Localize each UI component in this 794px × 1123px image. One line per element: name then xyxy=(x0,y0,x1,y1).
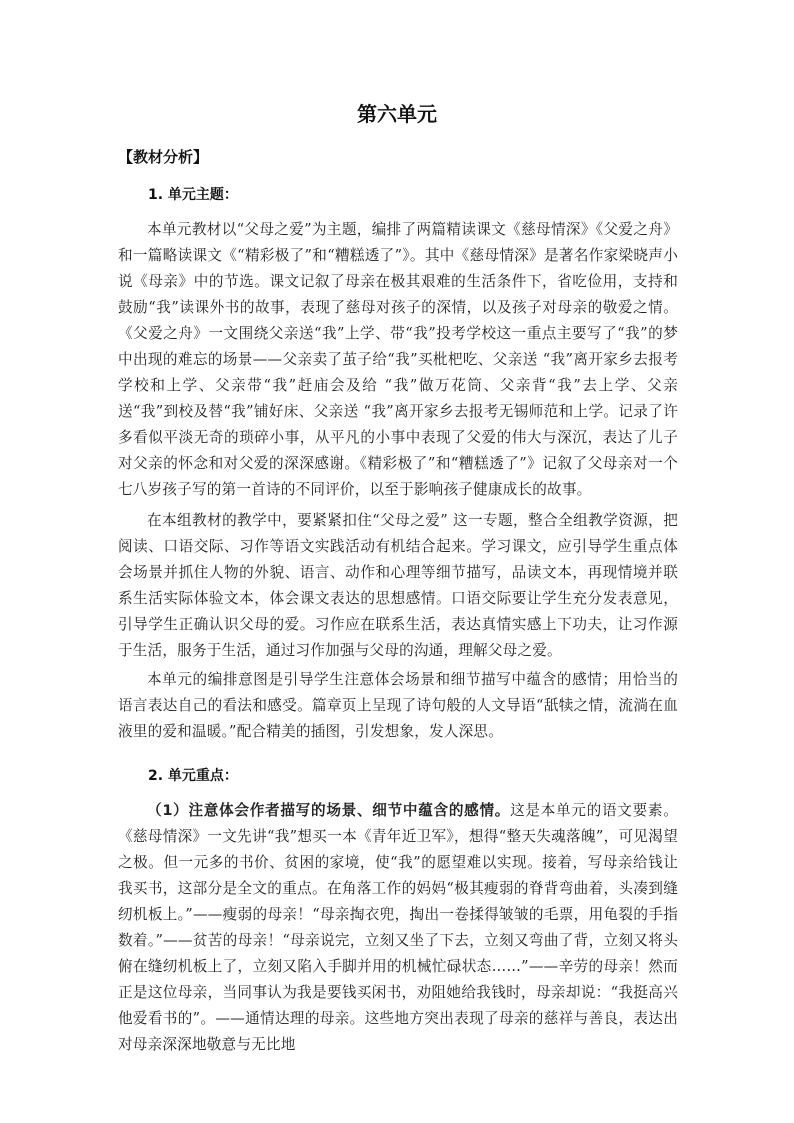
paragraph-design-intent: 本单元的编排意图是引导学生注意体会场景和细节描写中蕴含的感情；用恰当的语言表达自己的看法和感受。篇章页上呈现了诗句般的人文导语“舐犊之情，流淌在血液里的爱和温暖。”配合精美的插图，引发想象，发人深思。 xyxy=(118,671,678,740)
section-heading: 【教材分析】 xyxy=(118,148,209,166)
subheading-unit-theme: 1. 单元主题： xyxy=(148,187,238,203)
page-title: 第六单元 xyxy=(357,102,437,126)
paragraph-teaching-approach: 在本组教材的教学中，要紧紧扣住“父母之爱” 这一专题，整合全组教学资源，把阅读、口语交际、习作等语文实践活动有机结合起来。学习课文，应引导学生重点体会场景并抓住人物的外貌、语言、动作和心理等细节描写，品读文本，再现情境并联系生活实际体验文本，体会课文表达的思想感情。口语交际要让学生充分发表意见，引导学生正确认识父母的爱。习作应在联系生活，表达真情实感上下功夫，让习作源于生活，服务于生活，通过习作加强与父母的沟通，理解父母之爱。 xyxy=(118,512,678,659)
focus-point-text: 这是本单元的语文要素。《慈母情深》一文先讲“我”想买一本《青年近卫军》，想得“整天失魂落魄”，可见渴望之极。但一元多的书价、贫困的家境，使“我”的愿望难以实现。接着，写母亲给钱让我买书，这部分是全文的重点。在角落工作的妈妈“极其瘦弱的脊背弯曲着，头凑到缝纫机板上。”——瘦弱的母亲！“母亲掏衣兜，掏出一卷揉得皱皱的毛票，用龟裂的手指数着。”——贫苦的母亲！“母亲说完，立刻又坐了下去，立刻又弯曲了背，立刻又将头俯在缝纫机板上了，立刻又陷入手脚并用的机械忙碌状态……”——辛劳的母亲！然而正是这位母亲，当同事认为我是要钱买闲书，劝阻她给我钱时，母亲却说：“我挺高兴他爱看书的”。——通情达理的母亲。这些地方突出表现了母亲的慈祥与善良，表达出对母亲深深地敬意与无比地 xyxy=(118,802,678,1053)
subheading-unit-focus: 2. 单元重点： xyxy=(148,768,238,784)
paragraph-unit-theme: 本单元教材以“父母之爱”为主题，编排了两篇精读课文《慈母情深》《父爱之舟》和一篇略读课文《“精彩极了”和“糟糕透了”》。其中《慈母情深》是著名作家梁晓声小说《母亲》中的节选。课文记叙了母亲在极其艰难的生活条件下，省吃俭用，支持和鼓励“我”读课外书的故事，表现了慈母对孩子的深情，以及孩子对母亲的敬爱之情。《父爱之舟》一文围绕父亲送“我”上学、带“我”投考学校这一重点主要写了“我”的梦中出现的难忘的场景——父亲卖了茧子给“我”买枇杷吃、父亲送 “我”离开家乡去报考学校和上学、父亲带“我”赶庙会及给 “我”做万花筒、父亲背“我”去上学、父亲送“我”到校及替“我”铺好床、父亲送 “我”离开家乡去报考无锡师范和上学。记录了许多看似平淡无奇的琐碎小事，从平凡的小事中表现了父爱的伟大与深沉，表达了儿子对父亲的怀念和对父爱的深深感谢。《精彩极了”和“糟糕透了”》记叙了父母亲对一个七八岁孩子写的第一首诗的不同评价，以至于影响孩子健康成长的故事。 xyxy=(118,221,678,498)
focus-point-label: （1）注意体会作者描写的场景、细节中蕴含的感情。 xyxy=(147,802,511,819)
paragraph-unit-focus xyxy=(118,798,678,1058)
